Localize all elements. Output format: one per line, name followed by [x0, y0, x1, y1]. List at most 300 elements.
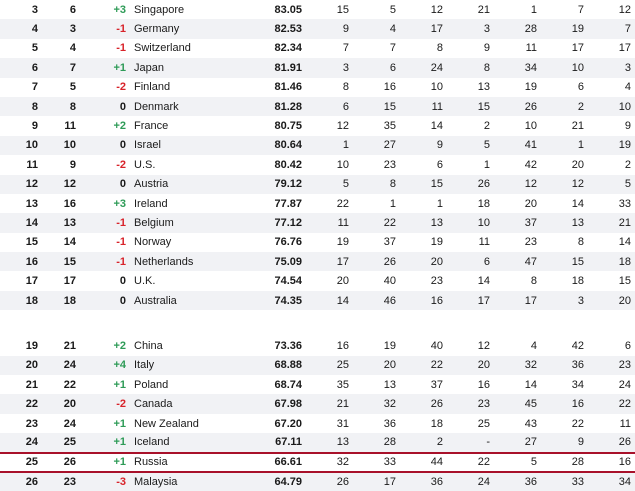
rank-change-cell: -2 [80, 394, 130, 413]
metric-6-cell: 18 [541, 271, 588, 290]
metric-1-cell: 10 [306, 155, 353, 174]
metric-5-cell: 47 [494, 252, 541, 271]
country-name-cell: Malaysia [130, 472, 246, 491]
metric-6-cell: 21 [541, 116, 588, 135]
rank-change-cell: +1 [80, 414, 130, 433]
rank-cell: 19 [0, 336, 42, 355]
rank-change-cell: +4 [80, 356, 130, 375]
metric-3-cell: 12 [400, 0, 447, 19]
metric-5-cell: 27 [494, 433, 541, 452]
metric-7-cell: 17 [588, 39, 635, 58]
metric-7-cell: 21 [588, 213, 635, 232]
metric-7-cell: 20 [588, 291, 635, 310]
rank-cell: 20 [0, 356, 42, 375]
table-row[interactable] [0, 116, 635, 135]
rank-cell: 12 [0, 175, 42, 194]
metric-4-cell: 13 [447, 78, 494, 97]
metric-1-cell: 5 [306, 175, 353, 194]
previous-rank-cell: 14 [42, 233, 80, 252]
metric-2-cell: 36 [353, 414, 400, 433]
previous-rank-cell: 13 [42, 213, 80, 232]
rank-cell: 7 [0, 78, 42, 97]
score-cell: 82.34 [246, 39, 306, 58]
metric-3-cell: 6 [400, 155, 447, 174]
country-name-cell: Japan [130, 58, 246, 77]
metric-4-cell: 18 [447, 194, 494, 213]
table-row[interactable] [0, 252, 635, 271]
country-name-cell: Belgium [130, 213, 246, 232]
score-cell: 74.35 [246, 291, 306, 310]
metric-7-cell: 23 [588, 356, 635, 375]
metric-2-cell: 1 [353, 194, 400, 213]
metric-7-cell: 6 [588, 336, 635, 355]
metric-7-cell: 11 [588, 414, 635, 433]
metric-1-cell: 3 [306, 58, 353, 77]
country-name-cell: Australia [130, 291, 246, 310]
score-cell: 80.64 [246, 136, 306, 155]
country-name-cell: Norway [130, 233, 246, 252]
table-row[interactable] [0, 39, 635, 58]
metric-6-cell: 12 [541, 175, 588, 194]
previous-rank-cell: 17 [42, 271, 80, 290]
rank-cell: 3 [0, 0, 42, 19]
metric-4-cell: 21 [447, 0, 494, 19]
metric-5-cell: 37 [494, 213, 541, 232]
metric-1-cell: 21 [306, 394, 353, 413]
metric-1-cell: 1 [306, 136, 353, 155]
rank-cell: 17 [0, 271, 42, 290]
previous-rank-cell: 12 [42, 175, 80, 194]
previous-rank-cell: 10 [42, 136, 80, 155]
rank-change-cell: +1 [80, 58, 130, 77]
metric-3-cell: 20 [400, 252, 447, 271]
rank-change-cell: 0 [80, 291, 130, 310]
metric-3-cell: 23 [400, 271, 447, 290]
rank-change-cell: +3 [80, 194, 130, 213]
score-cell: 64.79 [246, 472, 306, 491]
metric-5-cell: 20 [494, 194, 541, 213]
country-name-cell: New Zealand [130, 414, 246, 433]
metric-7-cell: 18 [588, 252, 635, 271]
table-row[interactable] [0, 271, 635, 290]
score-cell: 77.12 [246, 213, 306, 232]
metric-3-cell: 1 [400, 194, 447, 213]
metric-6-cell: 22 [541, 414, 588, 433]
metric-6-cell: 15 [541, 252, 588, 271]
metric-7-cell: 5 [588, 175, 635, 194]
metric-5-cell: 1 [494, 0, 541, 19]
country-name-cell: Poland [130, 375, 246, 394]
metric-5-cell: 28 [494, 19, 541, 38]
previous-rank-cell: 16 [42, 194, 80, 213]
previous-rank-cell: 6 [42, 0, 80, 19]
metric-1-cell: 16 [306, 336, 353, 355]
metric-5-cell: 19 [494, 78, 541, 97]
metric-6-cell: 28 [541, 453, 588, 472]
score-cell: 73.36 [246, 336, 306, 355]
metric-1-cell: 11 [306, 213, 353, 232]
table-row[interactable] [0, 375, 635, 394]
score-cell: 67.98 [246, 394, 306, 413]
rank-cell: 11 [0, 155, 42, 174]
metric-2-cell: 5 [353, 0, 400, 19]
metric-3-cell: 18 [400, 414, 447, 433]
metric-5-cell: 43 [494, 414, 541, 433]
table-row[interactable] [0, 394, 635, 413]
rank-change-cell: 0 [80, 175, 130, 194]
metric-7-cell: 7 [588, 19, 635, 38]
score-cell: 80.75 [246, 116, 306, 135]
metric-7-cell: 15 [588, 271, 635, 290]
table-row[interactable] [0, 155, 635, 174]
metric-3-cell: 44 [400, 453, 447, 472]
metric-2-cell: 17 [353, 472, 400, 491]
metric-7-cell: 3 [588, 58, 635, 77]
country-name-cell: France [130, 116, 246, 135]
metric-5-cell: 42 [494, 155, 541, 174]
previous-rank-cell: 21 [42, 336, 80, 355]
metric-5-cell: 10 [494, 116, 541, 135]
rank-change-cell: 0 [80, 136, 130, 155]
spacer-cell [0, 310, 635, 336]
score-cell: 81.28 [246, 97, 306, 116]
table-row[interactable] [0, 291, 635, 310]
metric-4-cell: 26 [447, 175, 494, 194]
previous-rank-cell: 3 [42, 19, 80, 38]
metric-4-cell: 24 [447, 472, 494, 491]
metric-1-cell: 7 [306, 39, 353, 58]
metric-1-cell: 19 [306, 233, 353, 252]
metric-2-cell: 32 [353, 394, 400, 413]
rank-cell: 13 [0, 194, 42, 213]
rank-cell: 10 [0, 136, 42, 155]
previous-rank-cell: 18 [42, 291, 80, 310]
metric-4-cell: 8 [447, 58, 494, 77]
metric-5-cell: 17 [494, 291, 541, 310]
rank-cell: 9 [0, 116, 42, 135]
metric-4-cell: 20 [447, 356, 494, 375]
table-row[interactable] [0, 356, 635, 375]
metric-4-cell: 10 [447, 213, 494, 232]
metric-6-cell: 7 [541, 0, 588, 19]
metric-3-cell: 8 [400, 39, 447, 58]
country-name-cell: Ireland [130, 194, 246, 213]
metric-3-cell: 9 [400, 136, 447, 155]
metric-3-cell: 19 [400, 233, 447, 252]
metric-2-cell: 15 [353, 97, 400, 116]
previous-rank-cell: 4 [42, 39, 80, 58]
metric-6-cell: 2 [541, 97, 588, 116]
rank-change-cell: -3 [80, 472, 130, 491]
metric-7-cell: 34 [588, 472, 635, 491]
metric-4-cell: 6 [447, 252, 494, 271]
metric-2-cell: 16 [353, 78, 400, 97]
score-cell: 75.09 [246, 252, 306, 271]
metric-5-cell: 26 [494, 97, 541, 116]
table-row[interactable] [0, 233, 635, 252]
metric-7-cell: 26 [588, 433, 635, 452]
metric-6-cell: 8 [541, 233, 588, 252]
score-cell: 74.54 [246, 271, 306, 290]
country-name-cell: U.S. [130, 155, 246, 174]
table-row[interactable] [0, 0, 635, 19]
metric-5-cell: 34 [494, 58, 541, 77]
previous-rank-cell: 8 [42, 97, 80, 116]
table-row[interactable] [0, 453, 635, 472]
metric-6-cell: 42 [541, 336, 588, 355]
score-cell: 68.74 [246, 375, 306, 394]
rank-change-cell: 0 [80, 97, 130, 116]
metric-5-cell: 14 [494, 375, 541, 394]
table-row[interactable] [0, 175, 635, 194]
metric-4-cell: 16 [447, 375, 494, 394]
metric-5-cell: 12 [494, 175, 541, 194]
country-name-cell: China [130, 336, 246, 355]
metric-7-cell: 12 [588, 0, 635, 19]
table-row[interactable] [0, 97, 635, 116]
metric-2-cell: 28 [353, 433, 400, 452]
metric-1-cell: 17 [306, 252, 353, 271]
country-name-cell: Italy [130, 356, 246, 375]
metric-1-cell: 9 [306, 19, 353, 38]
score-cell: 80.42 [246, 155, 306, 174]
metric-6-cell: 13 [541, 213, 588, 232]
metric-7-cell: 33 [588, 194, 635, 213]
country-name-cell: Switzerland [130, 39, 246, 58]
metric-2-cell: 33 [353, 453, 400, 472]
score-cell: 76.76 [246, 233, 306, 252]
rank-cell: 4 [0, 19, 42, 38]
country-name-cell: Denmark [130, 97, 246, 116]
metric-2-cell: 37 [353, 233, 400, 252]
metric-1-cell: 31 [306, 414, 353, 433]
metric-3-cell: 13 [400, 213, 447, 232]
metric-6-cell: 1 [541, 136, 588, 155]
metric-2-cell: 6 [353, 58, 400, 77]
country-name-cell: Finland [130, 78, 246, 97]
country-name-cell: Austria [130, 175, 246, 194]
previous-rank-cell: 24 [42, 414, 80, 433]
metric-5-cell: 23 [494, 233, 541, 252]
metric-2-cell: 26 [353, 252, 400, 271]
score-cell: 83.05 [246, 0, 306, 19]
table-row[interactable] [0, 433, 635, 452]
metric-3-cell: 16 [400, 291, 447, 310]
metric-4-cell: 25 [447, 414, 494, 433]
metric-7-cell: 22 [588, 394, 635, 413]
metric-2-cell: 4 [353, 19, 400, 38]
metric-5-cell: 45 [494, 394, 541, 413]
metric-1-cell: 26 [306, 472, 353, 491]
metric-4-cell: 15 [447, 97, 494, 116]
previous-rank-cell: 22 [42, 375, 80, 394]
rank-change-cell: +1 [80, 375, 130, 394]
metric-3-cell: 17 [400, 19, 447, 38]
metric-2-cell: 22 [353, 213, 400, 232]
previous-rank-cell: 26 [42, 453, 80, 472]
metric-1-cell: 15 [306, 0, 353, 19]
country-name-cell: U.K. [130, 271, 246, 290]
metric-6-cell: 6 [541, 78, 588, 97]
metric-4-cell: 1 [447, 155, 494, 174]
metric-2-cell: 13 [353, 375, 400, 394]
metric-4-cell: 12 [447, 336, 494, 355]
score-cell: 82.53 [246, 19, 306, 38]
table-row[interactable] [0, 336, 635, 355]
rank-change-cell: -1 [80, 19, 130, 38]
metric-2-cell: 46 [353, 291, 400, 310]
rank-cell: 14 [0, 213, 42, 232]
metric-4-cell: 3 [447, 19, 494, 38]
metric-7-cell: 24 [588, 375, 635, 394]
rank-cell: 24 [0, 433, 42, 452]
metric-5-cell: 11 [494, 39, 541, 58]
metric-1-cell: 12 [306, 116, 353, 135]
table-row[interactable] [0, 78, 635, 97]
rank-cell: 8 [0, 97, 42, 116]
rank-change-cell: -1 [80, 213, 130, 232]
country-name-cell: Iceland [130, 433, 246, 452]
rank-change-cell: +1 [80, 453, 130, 472]
rank-change-cell: +1 [80, 433, 130, 452]
rank-cell: 18 [0, 291, 42, 310]
metric-2-cell: 23 [353, 155, 400, 174]
metric-4-cell: 23 [447, 394, 494, 413]
score-cell: 67.20 [246, 414, 306, 433]
score-cell: 66.61 [246, 453, 306, 472]
table-row[interactable] [0, 472, 635, 491]
table-row-spacer [0, 310, 635, 336]
metric-1-cell: 8 [306, 78, 353, 97]
score-cell: 79.12 [246, 175, 306, 194]
previous-rank-cell: 11 [42, 116, 80, 135]
table-row[interactable] [0, 19, 635, 38]
metric-3-cell: 11 [400, 97, 447, 116]
metric-2-cell: 7 [353, 39, 400, 58]
previous-rank-cell: 5 [42, 78, 80, 97]
metric-3-cell: 26 [400, 394, 447, 413]
metric-6-cell: 36 [541, 356, 588, 375]
metric-4-cell: 22 [447, 453, 494, 472]
table-row[interactable] [0, 194, 635, 213]
table-row[interactable] [0, 414, 635, 433]
metric-2-cell: 35 [353, 116, 400, 135]
metric-3-cell: 22 [400, 356, 447, 375]
metric-4-cell: 2 [447, 116, 494, 135]
rank-cell: 6 [0, 58, 42, 77]
metric-7-cell: 2 [588, 155, 635, 174]
score-cell: 68.88 [246, 356, 306, 375]
metric-3-cell: 2 [400, 433, 447, 452]
rank-change-cell: +2 [80, 116, 130, 135]
metric-4-cell: 17 [447, 291, 494, 310]
metric-7-cell: 4 [588, 78, 635, 97]
rank-change-cell: -2 [80, 78, 130, 97]
metric-6-cell: 19 [541, 19, 588, 38]
table-row[interactable] [0, 58, 635, 77]
metric-6-cell: 10 [541, 58, 588, 77]
metric-4-cell: 5 [447, 136, 494, 155]
metric-3-cell: 40 [400, 336, 447, 355]
rank-change-cell: -1 [80, 39, 130, 58]
score-cell: 67.11 [246, 433, 306, 452]
metric-3-cell: 14 [400, 116, 447, 135]
metric-6-cell: 16 [541, 394, 588, 413]
metric-5-cell: 32 [494, 356, 541, 375]
previous-rank-cell: 24 [42, 356, 80, 375]
metric-5-cell: 8 [494, 271, 541, 290]
rank-change-cell: +2 [80, 336, 130, 355]
metric-4-cell: 9 [447, 39, 494, 58]
previous-rank-cell: 9 [42, 155, 80, 174]
metric-1-cell: 32 [306, 453, 353, 472]
metric-7-cell: 10 [588, 97, 635, 116]
score-cell: 81.46 [246, 78, 306, 97]
rank-change-cell: -2 [80, 155, 130, 174]
rank-cell: 15 [0, 233, 42, 252]
metric-6-cell: 9 [541, 433, 588, 452]
rank-cell: 5 [0, 39, 42, 58]
country-name-cell: Israel [130, 136, 246, 155]
metric-7-cell: 14 [588, 233, 635, 252]
metric-1-cell: 35 [306, 375, 353, 394]
rank-cell: 23 [0, 414, 42, 433]
country-name-cell: Singapore [130, 0, 246, 19]
metric-6-cell: 3 [541, 291, 588, 310]
country-name-cell: Netherlands [130, 252, 246, 271]
metric-2-cell: 27 [353, 136, 400, 155]
metric-3-cell: 37 [400, 375, 447, 394]
table-row[interactable] [0, 136, 635, 155]
rank-change-cell: -1 [80, 233, 130, 252]
score-cell: 81.91 [246, 58, 306, 77]
metric-3-cell: 15 [400, 175, 447, 194]
metric-2-cell: 40 [353, 271, 400, 290]
metric-2-cell: 19 [353, 336, 400, 355]
rank-change-cell: +3 [80, 0, 130, 19]
metric-1-cell: 22 [306, 194, 353, 213]
previous-rank-cell: 23 [42, 472, 80, 491]
metric-1-cell: 6 [306, 97, 353, 116]
previous-rank-cell: 15 [42, 252, 80, 271]
metric-1-cell: 25 [306, 356, 353, 375]
metric-1-cell: 20 [306, 271, 353, 290]
metric-1-cell: 13 [306, 433, 353, 452]
metric-5-cell: 5 [494, 453, 541, 472]
metric-4-cell: - [447, 433, 494, 452]
country-name-cell: Germany [130, 19, 246, 38]
table-row[interactable] [0, 213, 635, 232]
metric-7-cell: 16 [588, 453, 635, 472]
previous-rank-cell: 25 [42, 433, 80, 452]
metric-1-cell: 14 [306, 291, 353, 310]
metric-3-cell: 36 [400, 472, 447, 491]
metric-3-cell: 10 [400, 78, 447, 97]
metric-2-cell: 20 [353, 356, 400, 375]
rank-change-cell: 0 [80, 271, 130, 290]
score-cell: 77.87 [246, 194, 306, 213]
rank-cell: 21 [0, 375, 42, 394]
metric-4-cell: 11 [447, 233, 494, 252]
metric-7-cell: 9 [588, 116, 635, 135]
metric-5-cell: 4 [494, 336, 541, 355]
rank-change-cell: -1 [80, 252, 130, 271]
country-name-cell: Canada [130, 394, 246, 413]
rank-cell: 16 [0, 252, 42, 271]
rank-cell: 22 [0, 394, 42, 413]
metric-6-cell: 20 [541, 155, 588, 174]
metric-6-cell: 34 [541, 375, 588, 394]
